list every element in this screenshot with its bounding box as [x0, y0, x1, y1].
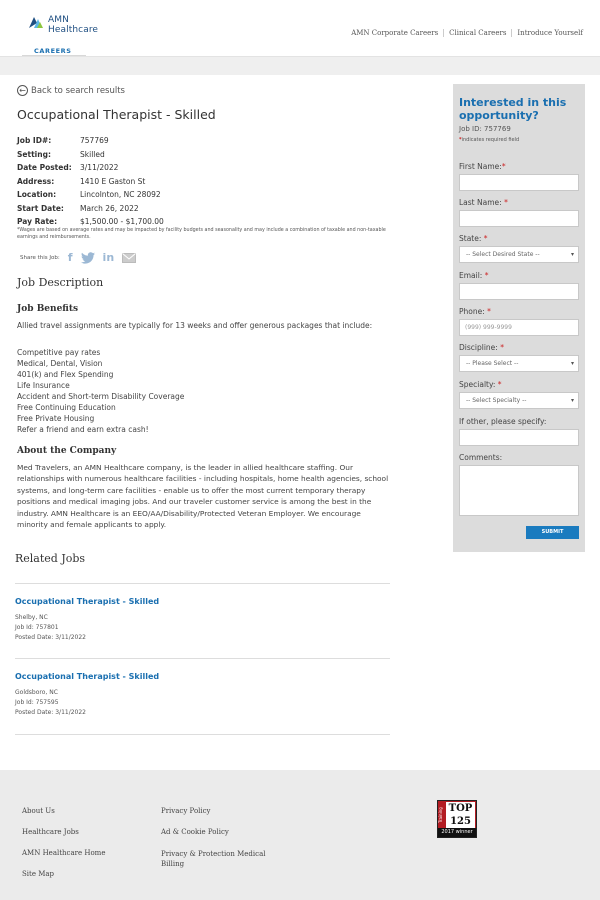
label-text: Phone: — [459, 307, 485, 316]
state-group — [459, 234, 579, 263]
list-item: Life Insurance — [17, 381, 70, 390]
detail-label: Job ID#: — [17, 136, 52, 145]
detail-label: Pay Rate: — [17, 217, 58, 226]
job-description-heading: Job Description — [17, 276, 104, 289]
required-note-text: indicates required field — [461, 137, 520, 143]
discipline-group — [459, 343, 579, 372]
detail-row — [17, 175, 164, 189]
other-label: If other, please specify: — [459, 417, 547, 426]
label-text: Email: — [459, 271, 483, 280]
footer-link-amn-home[interactable]: AMN Healthcare Home — [22, 849, 106, 857]
last-name-group — [459, 198, 579, 227]
nav-clinical-careers[interactable]: Clinical Careers — [443, 29, 511, 37]
facebook-icon[interactable]: f — [67, 251, 73, 264]
discipline-select[interactable]: -- Please Select -- ▾ — [459, 355, 579, 372]
label-text: Discipline: — [459, 343, 498, 352]
email-field[interactable] — [459, 283, 579, 300]
logo-text: AMN Healthcare — [48, 15, 99, 35]
twitter-icon[interactable] — [81, 252, 95, 264]
detail-row — [17, 148, 164, 162]
footer-links-col2 — [161, 807, 281, 869]
discipline-label: Discipline: * — [459, 343, 504, 352]
first-name-label: First Name:* — [459, 162, 506, 171]
related-job-card — [15, 672, 159, 718]
nav-corporate-careers[interactable]: AMN Corporate Careers — [351, 29, 439, 37]
footer-link-privacy[interactable]: Privacy Policy — [161, 807, 211, 815]
apply-form — [459, 96, 579, 535]
footer-link-cookie[interactable]: Ad & Cookie Policy — [161, 828, 229, 836]
specialty-group — [459, 380, 579, 409]
job-details — [17, 134, 164, 229]
related-job-card — [15, 597, 159, 643]
amn-logo-icon — [28, 14, 44, 30]
top-nav — [346, 29, 588, 37]
label-text: First Name: — [459, 162, 502, 171]
other-group — [459, 417, 579, 446]
site-header — [0, 0, 600, 57]
footer-link-healthcare-jobs[interactable]: Healthcare Jobs — [22, 828, 79, 836]
phone-field[interactable]: (999) 999-9999 — [459, 319, 579, 336]
email-share-icon[interactable] — [122, 253, 136, 263]
related-job-id: Job Id: 757801 — [15, 624, 59, 631]
comments-group — [459, 453, 579, 516]
nav-introduce-yourself[interactable]: Introduce Yourself — [511, 29, 588, 37]
share-label: Share this Job: — [20, 254, 60, 261]
related-job-title-link[interactable]: Occupational Therapist - Skilled — [15, 597, 160, 606]
list-item: Free Continuing Education — [17, 403, 116, 412]
related-job-id: Job Id: 757595 — [15, 699, 59, 706]
detail-label: Address: — [17, 176, 55, 186]
form-title: Interested in this opportunity? — [459, 96, 567, 122]
share-bar — [20, 251, 136, 264]
detail-row — [17, 215, 164, 229]
related-job-location: Goldsboro, NC — [15, 689, 58, 696]
detail-label: Start Date: — [17, 203, 64, 213]
related-job-posted: Posted Date: 3/11/2022 — [15, 634, 86, 641]
badge-year: 2017 winner — [438, 828, 476, 837]
list-item: Accident and Short-term Disability Coverage — [17, 392, 185, 401]
detail-row — [17, 202, 164, 216]
detail-value: March 26, 2022 — [80, 203, 139, 213]
specialty-label: Specialty: * — [459, 380, 502, 389]
footer-link-site-map[interactable]: Site Map — [22, 870, 55, 878]
first-name-group — [459, 162, 579, 191]
wage-note: *Wages are based on average rates and may be impacted by facility budgets and seasonality and may include a combination of taxable and non-taxable earnings and reimbursements. — [17, 228, 386, 240]
list-item: 401(k) and Flex Spending — [17, 370, 114, 379]
benefits-heading: Job Benefits — [17, 304, 79, 314]
detail-row — [17, 161, 164, 175]
phone-label: Phone: * — [459, 307, 491, 316]
footer-link-medical-billing[interactable]: Privacy & Protection Medical Billing — [161, 850, 266, 868]
related-job-location: Shelby, NC — [15, 614, 48, 621]
detail-label: Date Posted: — [17, 163, 72, 172]
last-name-field[interactable] — [459, 210, 579, 227]
last-name-label: Last Name: * — [459, 198, 508, 207]
benefits-list — [17, 347, 184, 435]
detail-value: 3/11/2022 — [80, 163, 119, 172]
detail-label: Setting: — [17, 149, 51, 159]
label-text: State: — [459, 234, 482, 243]
label-text: Last Name: — [459, 198, 502, 207]
detail-value: Skilled — [80, 149, 105, 159]
logo-careers: CAREERS — [34, 47, 72, 55]
badge-side: Training — [438, 807, 443, 823]
divider — [15, 658, 390, 659]
list-item: Competitive pay rates — [17, 348, 101, 357]
about-heading: About the Company — [17, 446, 117, 456]
related-job-title-link[interactable]: Occupational Therapist - Skilled — [15, 672, 160, 681]
form-job-id: Job ID: 757769 — [459, 125, 511, 133]
back-link-label: Back to search results — [31, 85, 125, 96]
amn-logo[interactable] — [22, 10, 99, 56]
linkedin-icon[interactable]: in — [102, 251, 115, 264]
required-note: *indicates required field — [459, 137, 520, 143]
footer-links-col1 — [22, 807, 105, 891]
phone-group — [459, 307, 579, 336]
related-job-posted: Posted Date: 3/11/2022 — [15, 709, 86, 716]
detail-row — [17, 134, 164, 148]
comments-label: Comments: — [459, 453, 503, 462]
back-arrow-icon: ← — [17, 85, 28, 96]
header-band — [0, 57, 600, 75]
email-group — [459, 271, 579, 300]
specialty-select[interactable]: -- Select Specialty -- ▾ — [459, 392, 579, 409]
submit-button[interactable]: SUBMIT — [526, 526, 579, 539]
badge-top: TOP 125 — [446, 802, 475, 828]
about-text: Med Travelers, an AMN Healthcare company, is the leader in allied healthcare staffing. Our relationships with numerous healthcare facilities - including hospitals, home health agencies, school systems, and long-term care facilities - enable us to offer the most current temporary therapy positions and medical imaging jobs. And our traveler customer service is among the best in the industry. AMN Healthcare is an EEO/AA/Disability/Protected Veteran Employer. We encourage minority and female applicants to apply. — [17, 463, 389, 530]
email-label: Email: * — [459, 271, 489, 280]
list-item: Free Private Housing — [17, 414, 95, 423]
detail-value: $1,500.00 - $1,700.00 — [80, 217, 164, 226]
divider — [15, 734, 390, 735]
back-to-search-link[interactable] — [17, 85, 125, 96]
detail-label: Location: — [17, 190, 57, 199]
other-field[interactable] — [459, 429, 579, 446]
detail-row — [17, 188, 164, 202]
benefits-intro: Allied travel assignments are typically for 13 weeks and offer generous packages that include: — [17, 321, 373, 330]
label-text: Specialty: — [459, 380, 496, 389]
detail-value: 1410 E Gaston St — [80, 176, 146, 186]
list-item: Medical, Dental, Vision — [17, 359, 103, 368]
first-name-field[interactable] — [459, 174, 579, 191]
detail-value: Lincolnton, NC 28092 — [80, 190, 161, 199]
list-item: Refer a friend and earn extra cash! — [17, 425, 149, 434]
related-jobs-heading: Related Jobs — [15, 552, 86, 565]
footer-link-about[interactable]: About Us — [22, 807, 55, 815]
training-top125-badge — [437, 800, 477, 838]
state-label: State: * — [459, 234, 488, 243]
state-select[interactable]: -- Select Desired State -- ▾ — [459, 246, 579, 263]
detail-value: 757769 — [80, 136, 109, 145]
comments-textarea[interactable] — [459, 465, 579, 516]
job-title: Occupational Therapist - Skilled — [17, 107, 216, 122]
divider — [15, 583, 390, 584]
